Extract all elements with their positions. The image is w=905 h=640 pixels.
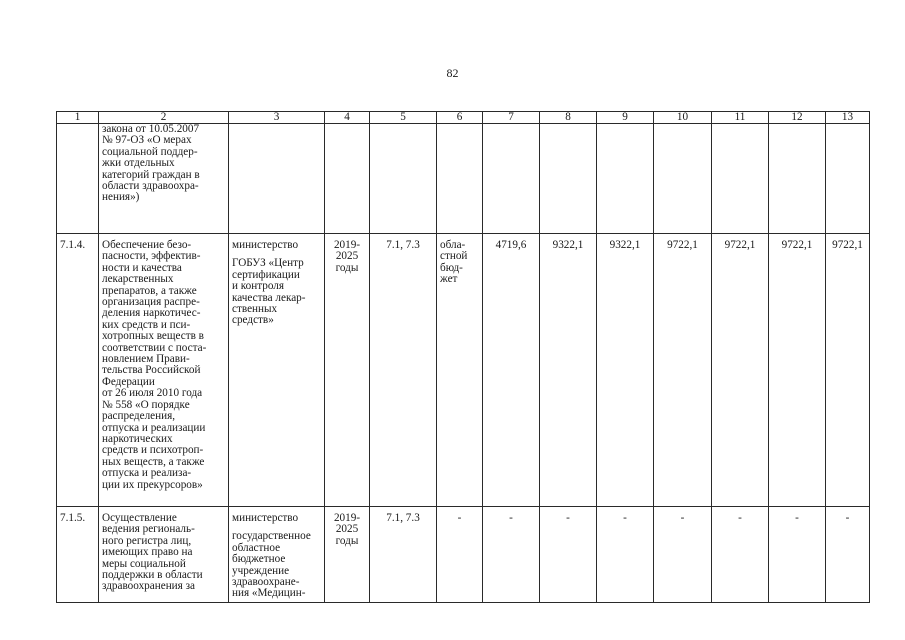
row-value: -	[769, 507, 826, 603]
row-value: -	[597, 507, 654, 603]
row-value: 9322,1	[540, 234, 597, 507]
column-header: 7	[483, 112, 540, 124]
row-executor: министерство ГОБУЗ «Центр сертификации и контроля качества лекар- ственных средств»	[229, 234, 325, 507]
row-executor	[229, 124, 325, 234]
row-links	[370, 124, 437, 234]
column-header: 6	[437, 112, 483, 124]
row-value: -	[540, 507, 597, 603]
row-links: 7.1, 7.3	[370, 234, 437, 507]
column-header: 2	[99, 112, 229, 124]
row-value: 9722,1	[826, 234, 870, 507]
column-header: 3	[229, 112, 325, 124]
page-number: 82	[446, 66, 459, 80]
row-value: -	[826, 507, 870, 603]
column-header: 1	[57, 112, 99, 124]
program-table	[56, 111, 870, 603]
column-header: 4	[325, 112, 370, 124]
table-row	[57, 124, 870, 234]
row-number	[57, 124, 99, 234]
row-value	[826, 124, 870, 234]
row-value	[597, 124, 654, 234]
row-years	[325, 124, 370, 234]
row-value: 9722,1	[654, 234, 712, 507]
row-description: Обеспечение безо- пасности, эффектив- ности и качества лекарственных препаратов, а также организация распре- деления наркотичес- ких средств и пси- хотропных веществ в соответствии с поста- новлением Прави- тельства Российской Федерации от 26 июля 2010 года № 558 «О порядке распределения, отпуска и реализации наркотических средств и психотроп- ных веществ, а также отпуска и реализа- ции их прекурсоров»	[99, 234, 229, 507]
row-value: -	[712, 507, 769, 603]
row-value: 9322,1	[597, 234, 654, 507]
table-row	[57, 507, 870, 603]
row-links: 7.1, 7.3	[370, 507, 437, 603]
row-number: 7.1.5.	[57, 507, 99, 603]
row-description: закона от 10.05.2007 № 97-ОЗ «О мерах социальной поддер- жки отдельных категорий граждан в области здравоохра- нения»)	[99, 124, 229, 234]
row-source: -	[437, 507, 483, 603]
row-years: 2019- 2025 годы	[325, 234, 370, 507]
row-value: -	[654, 507, 712, 603]
column-header: 11	[712, 112, 769, 124]
row-source	[437, 124, 483, 234]
row-number: 7.1.4.	[57, 234, 99, 507]
row-value	[654, 124, 712, 234]
row-value: 4719,6	[483, 234, 540, 507]
column-header: 10	[654, 112, 712, 124]
row-source: обла- стной бюд- жет	[437, 234, 483, 507]
row-value: -	[483, 507, 540, 603]
column-header: 5	[370, 112, 437, 124]
row-value	[483, 124, 540, 234]
row-value	[712, 124, 769, 234]
table-row	[57, 234, 870, 507]
row-executor: министерство государственное областное бюджетное учреждение здравоохране- ния «Медицин-	[229, 507, 325, 603]
row-years: 2019- 2025 годы	[325, 507, 370, 603]
row-description: Осуществление ведения региональ- ного регистра лиц, имеющих право на меры социальной поддержки в области здравоохранения за	[99, 507, 229, 603]
column-header: 9	[597, 112, 654, 124]
row-value	[769, 124, 826, 234]
column-header-row	[57, 112, 870, 124]
column-header: 8	[540, 112, 597, 124]
row-value: 9722,1	[769, 234, 826, 507]
column-header: 12	[769, 112, 826, 124]
row-value	[540, 124, 597, 234]
row-value: 9722,1	[712, 234, 769, 507]
column-header: 13	[826, 112, 870, 124]
